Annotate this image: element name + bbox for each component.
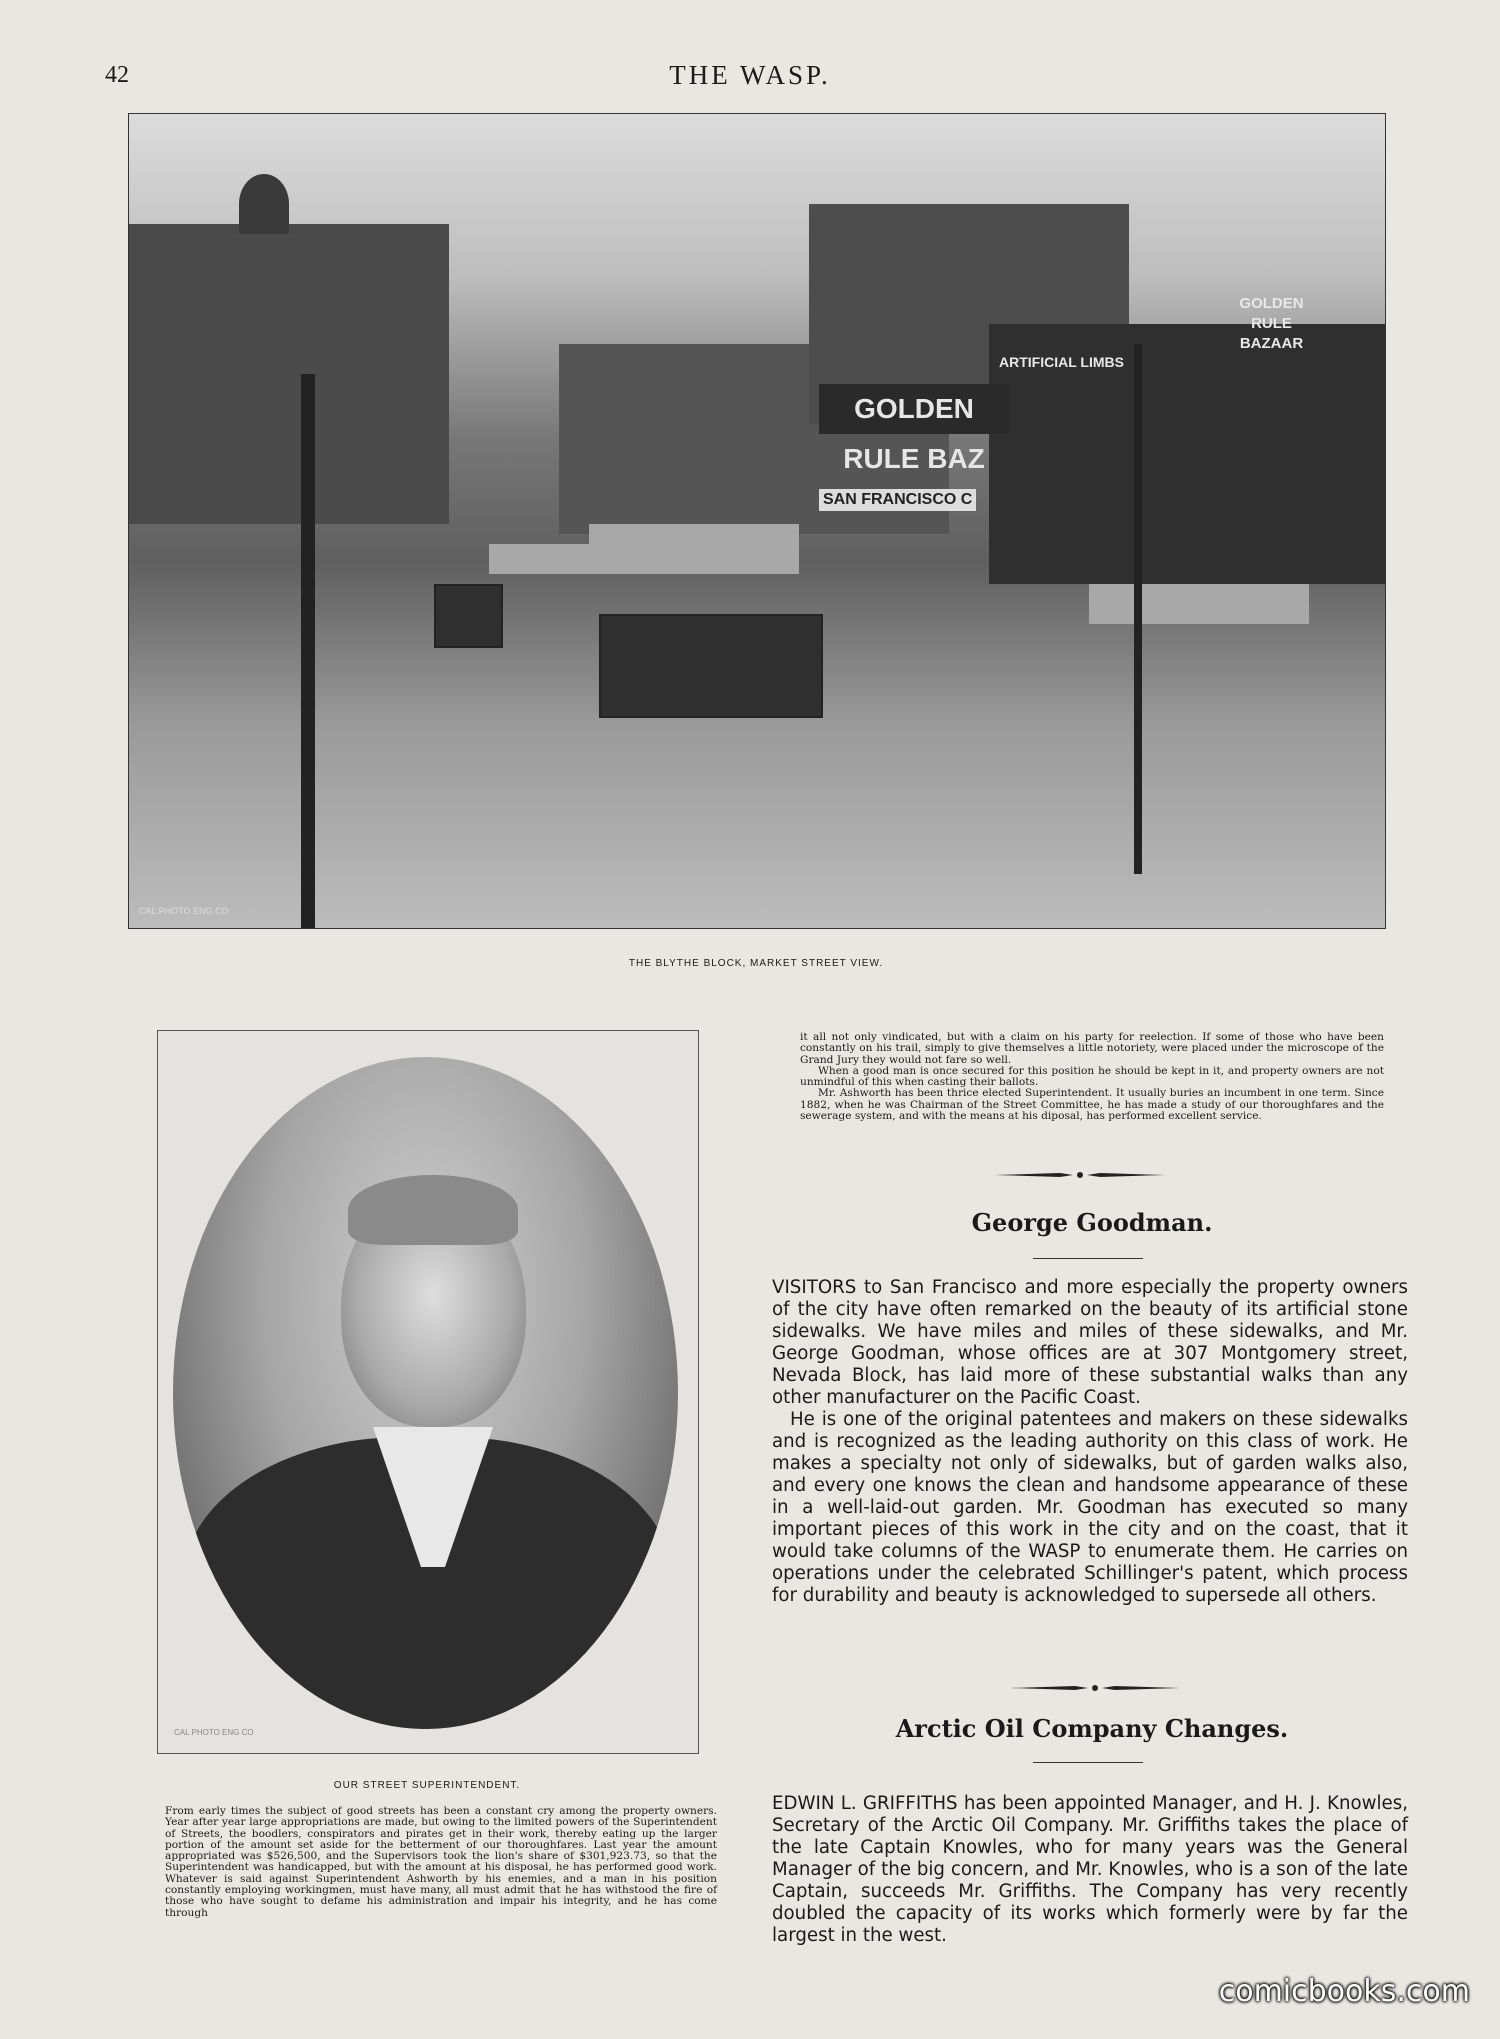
article-heading-george-goodman: George Goodman.: [971, 1208, 1213, 1237]
right-top-paragraph-1: it all not only vindicated, but with a claim on his party for reelection. If some of those who have been constantly on his trail, simply to give themselves a little notoriety, were placed under the microscope of the Grand Jury they would not fare so well.: [800, 1031, 1384, 1066]
portrait-frame: [157, 1030, 699, 1754]
artificial-limbs-sign: ARTIFICIAL LIMBS: [999, 354, 1124, 370]
telegraph-pole: [1134, 344, 1142, 874]
awning: [1089, 584, 1309, 624]
masthead: THE WASP.: [669, 60, 831, 90]
street-photo-caption: THE BLYTHE BLOCK, MARKET STREET VIEW.: [628, 958, 884, 969]
page-number: 42: [105, 62, 129, 88]
goodman-paragraph-2: He is one of the original patentees and makers on these sidewalks and is recognized as the leading authority on this class of work. He makes a specialty not only of sidewalks, but of garden walks also, and every one knows the clean and handsome appearance of these in a well-laid-out garden. Mr. Goodman has executed so many important pieces of this work in the city and on the coast, that it would take columns of the WASP to enumerate them. He carries on operations under the celebrated Schillinger's patent, which process for durability and beauty is acknowledged to supersede all others.: [772, 1409, 1408, 1606]
left-column-paragraph: From early times the subject of good streets has been a constant cry among the property owners. Year after year large appropriations are made, but owing to the limited powers of the Superintendent of Streets, the boodlers, conspirators and pirates get in their work, thereby eating up the larger portion of the amount set aside for the betterment of our thoroughfares. Last year the amount appropriated was $526,500, and the Supervisors took the lion's share of $301,923.73, so that the Superintendent was handicapped, but with the amount at his disposal, he has performed good work. Whatever is said against Superintendent Ashworth by his enemies, and a man in his position constantly employing workingmen, must have many, all must admit that he has withstood the fire of those who have sought to defame his administration and impair his integrity, and he has come through: [165, 1805, 717, 1919]
divider-ornament: [1010, 1680, 1180, 1696]
goodman-paragraph-1: [772, 1277, 1408, 1409]
portrait-credit: CAL PHOTO ENG CO: [174, 1728, 254, 1737]
left-column-text: [165, 1806, 717, 1919]
bazaar-sign: GOLDEN RULE BAZAAR: [1239, 295, 1304, 352]
awning: [589, 524, 799, 574]
right-top-paragraph-2: When a good man is once secured for this position he should be kept in it, and property owners are not unmindful of this when casting their ballots.: [800, 1064, 1384, 1089]
divider-ornament: [995, 1167, 1165, 1183]
portrait-caption: OUR STREET SUPERINTENDENT.: [333, 1780, 521, 1791]
arctic-lead: EDWIN L. GRIFFITHS: [772, 1793, 958, 1814]
photo-credit: CAL PHOTO ENG CO: [139, 906, 229, 916]
san-francisco-sign: SAN FRANCISCO C: [819, 489, 976, 511]
goodman-paragraph-1-rest: to San Francisco and more especially the property owners of the city have often remarked on the beauty of its artificial stone sidewalks. We have miles and miles of these sidewalks, and Mr. George Goodman, whose offices are at 307 Montgomery street, Nevada Block, has laid more of these substantial walks than any other manufacturer on the Pacific Coast.: [772, 1277, 1408, 1408]
heading-underline: [1033, 1762, 1143, 1763]
awning: [489, 544, 589, 574]
streetcar: [434, 584, 503, 648]
watermark: comicbooks.com: [1218, 1974, 1470, 2009]
portrait-photograph: [173, 1057, 678, 1729]
goodman-lead: VISITORS: [772, 1277, 857, 1298]
portrait-hair: [348, 1175, 518, 1245]
street-photograph: [128, 113, 1386, 929]
golden-rule-sign: GOLDEN RULE BAZ: [819, 384, 1009, 434]
right-top-text: [800, 1032, 1384, 1122]
right-top-paragraph-3: Mr. Ashworth has been thrice elected Superintendent. It usually buries an incumbent in one term. Since 1882, when he was Chairman of the Street Committee, he has made a study of our thoroughfares and the sewerage system, and with the means at his diposal, has performed excellent service.: [800, 1087, 1384, 1123]
arctic-paragraph-1-rest: has been appointed Manager, and H. J. Knowles, Secretary of the Arctic Oil Company. Mr. Griffiths takes the place of the late Captain Knowles, who for many years was the General Manager of the big concern, and Mr. Knowles, who is a son of the late Captain, succeeds Mr. Griffiths. The Company has very recently doubled the capacity of its works which formerly were by far the largest in the west.: [772, 1793, 1408, 1946]
left-building: [129, 224, 449, 524]
arctic-paragraph-1: [772, 1793, 1408, 1947]
heading-underline: [1033, 1258, 1143, 1259]
article-heading-arctic-oil: Arctic Oil Company Changes.: [895, 1714, 1289, 1743]
streetcar: [599, 614, 823, 718]
dome-tower: [239, 174, 289, 234]
article-george-goodman: [772, 1277, 1408, 1607]
article-arctic-oil: [772, 1793, 1408, 1947]
telegraph-pole: [301, 374, 315, 928]
